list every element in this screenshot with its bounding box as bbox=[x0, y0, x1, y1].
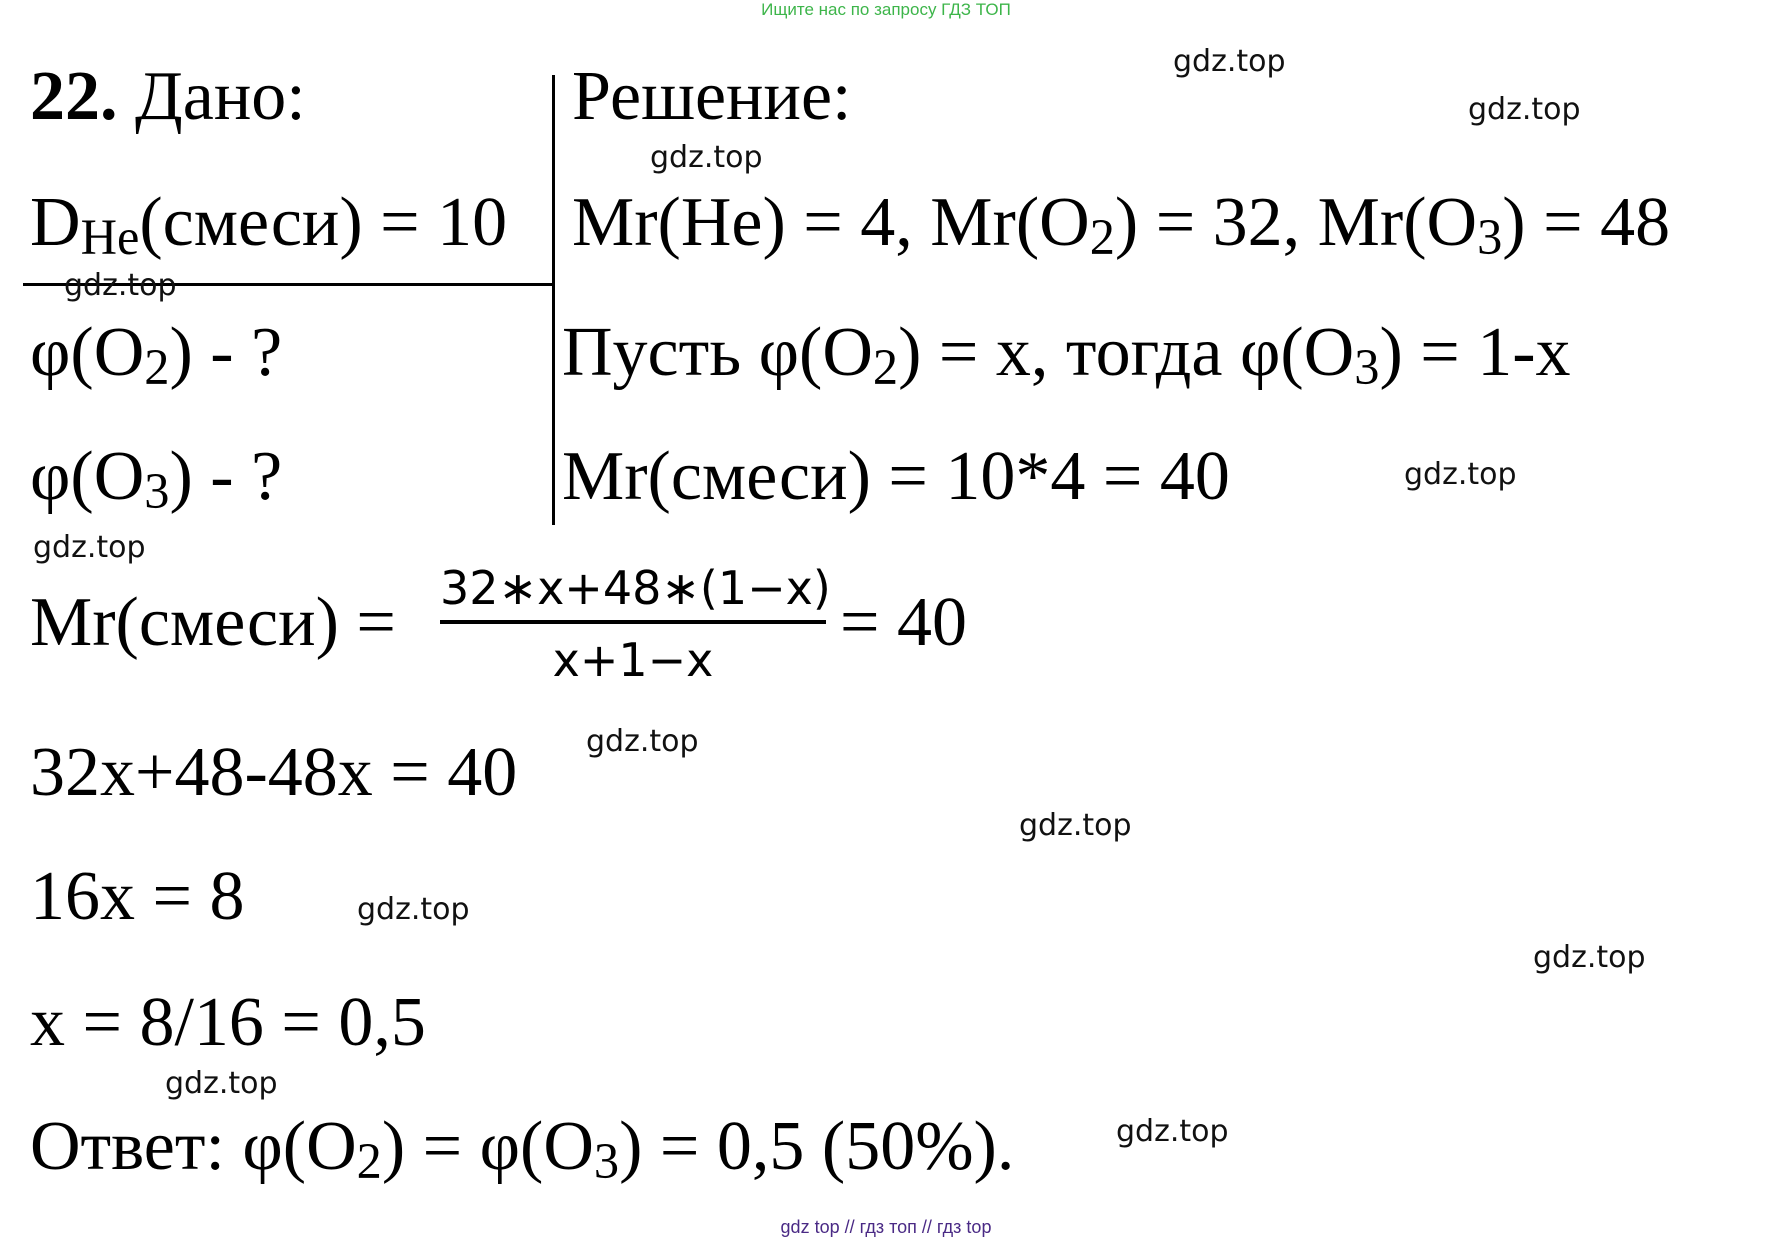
density-subscript: He bbox=[80, 209, 140, 266]
find-o3-post: ) - ? bbox=[169, 438, 283, 515]
ans-a: Ответ: φ(O bbox=[30, 1108, 357, 1185]
watermark: gdz.top bbox=[357, 892, 470, 927]
equation-2: 16x = 8 bbox=[30, 858, 245, 935]
let-c: ) = x, тогда φ(O bbox=[898, 314, 1355, 391]
watermark: gdz.top bbox=[586, 724, 699, 759]
let-b: 2 bbox=[872, 339, 899, 396]
equation-1: 32x+48-48x = 40 bbox=[30, 734, 518, 811]
watermark: gdz.top bbox=[1404, 457, 1517, 492]
ans-b: 2 bbox=[356, 1133, 382, 1190]
watermark: gdz.top bbox=[165, 1066, 278, 1101]
mixture-mass-line: Mr(смеси) = 10*4 = 40 bbox=[562, 438, 1230, 515]
watermark: gdz.top bbox=[1533, 940, 1646, 975]
watermark: gdz.top bbox=[33, 530, 146, 565]
mr-d: 3 bbox=[1477, 209, 1503, 266]
problem-number: 22. bbox=[30, 58, 118, 135]
density-value: (смеси) = 10 bbox=[139, 184, 508, 261]
given-density bbox=[30, 184, 508, 266]
answer-line bbox=[30, 1108, 1015, 1190]
mr-e: ) = 48 bbox=[1502, 184, 1671, 261]
ans-d: 3 bbox=[593, 1133, 620, 1190]
fraction-bar bbox=[440, 620, 826, 624]
fraction-rhs: = 40 bbox=[840, 584, 967, 661]
find-o3-sub: 3 bbox=[144, 463, 170, 520]
fraction-lhs: Mr(смеси) = bbox=[30, 584, 396, 661]
find-o3-pre: φ(O bbox=[30, 438, 145, 515]
ans-e: ) = 0,5 (50%). bbox=[619, 1108, 1015, 1185]
mr-c: ) = 32, Mr(O bbox=[1114, 184, 1478, 261]
watermark: gdz.top bbox=[64, 268, 177, 303]
let-a: Пусть φ(O bbox=[562, 314, 873, 391]
let-d: 3 bbox=[1354, 339, 1380, 396]
let-line bbox=[562, 314, 1571, 396]
watermark: gdz.top bbox=[1019, 808, 1132, 843]
footer-watermark: gdz top // гдз топ // гдз top bbox=[780, 1217, 992, 1237]
fraction-numerator: 32∗x+48∗(1−x) bbox=[440, 561, 831, 615]
density-letter: D bbox=[30, 184, 81, 261]
find-o2-sub: 2 bbox=[144, 339, 170, 396]
find-o2-post: ) - ? bbox=[169, 314, 283, 391]
ans-c: ) = φ(O bbox=[381, 1108, 594, 1185]
given-find-o2 bbox=[30, 314, 283, 396]
search-hint-banner: Ищите нас по запросу ГДЗ ТОП bbox=[761, 0, 1011, 19]
watermark: gdz.top bbox=[1468, 92, 1581, 127]
problem-header bbox=[30, 58, 306, 135]
let-e: ) = 1-x bbox=[1379, 314, 1571, 391]
equation-3: x = 8/16 = 0,5 bbox=[30, 984, 426, 1061]
find-o2-pre: φ(O bbox=[30, 314, 145, 391]
given-title: Дано: bbox=[135, 58, 306, 135]
molar-masses-line bbox=[572, 184, 1671, 266]
divider-vertical bbox=[552, 75, 555, 525]
watermark: gdz.top bbox=[1116, 1114, 1229, 1149]
given-find-o3 bbox=[30, 438, 283, 520]
watermark: gdz.top bbox=[1173, 44, 1286, 79]
mr-b: 2 bbox=[1089, 209, 1115, 266]
fraction bbox=[440, 558, 831, 690]
fraction-denominator: x+1−x bbox=[552, 633, 714, 687]
solution-title: Решение: bbox=[572, 58, 852, 135]
mr-a: Mr(He) = 4, Mr(O bbox=[572, 184, 1090, 261]
watermark: gdz.top bbox=[650, 140, 763, 175]
